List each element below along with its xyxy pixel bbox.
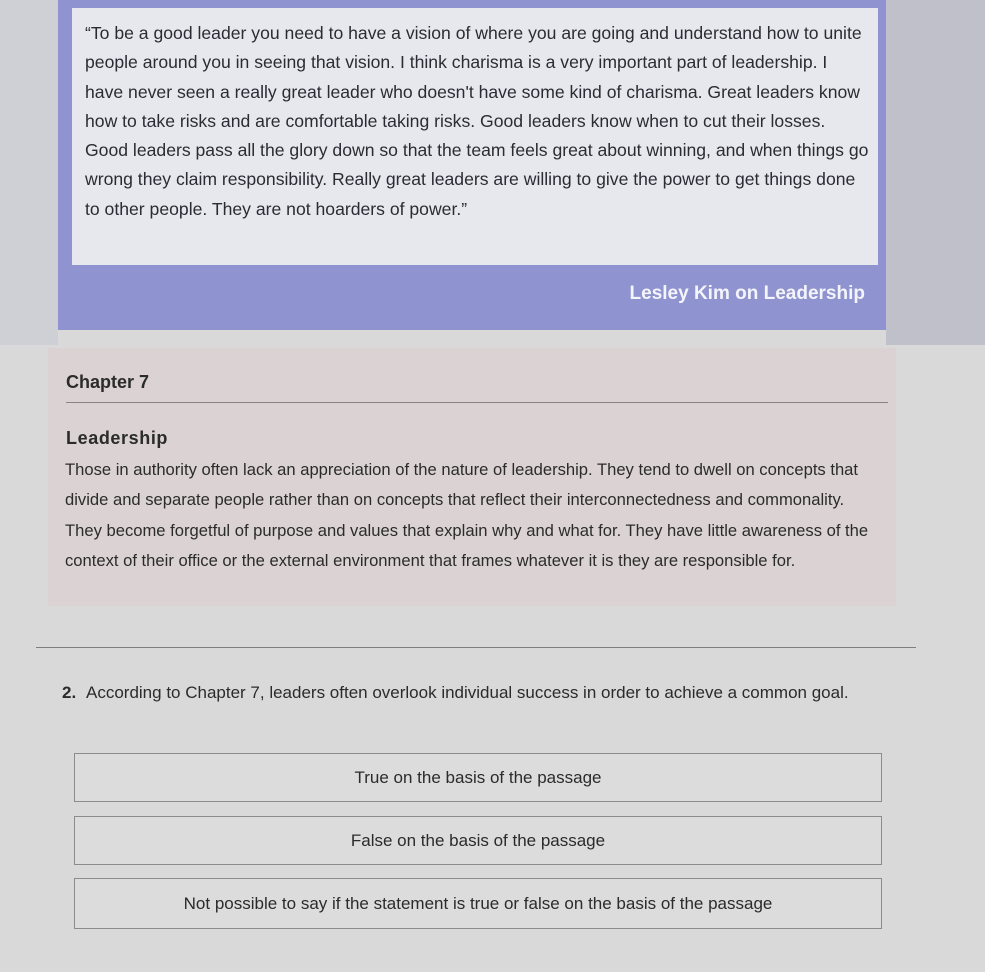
question <box>62 678 862 708</box>
chapter-title: Chapter 7 <box>66 372 150 392</box>
answer-option-label: False on the basis of the passage <box>350 830 606 850</box>
left-gutter <box>0 0 58 345</box>
section-heading: Leadership <box>66 428 169 448</box>
right-gutter <box>886 0 985 345</box>
question-number: 2. <box>62 683 77 702</box>
answer-option-false[interactable] <box>74 816 882 865</box>
answer-option-label: Not possible to say if the statement is true or false on the basis of the passage <box>183 893 773 913</box>
section-divider <box>36 647 916 648</box>
chapter-rule <box>66 402 888 403</box>
answer-option-cannot-say[interactable] <box>74 878 882 929</box>
quote-text: “To be a good leader you need to have a vision of where you are going and understand how to unite people around you in seeing that vision. I think charisma is a very important part of leadership. I have never seen a really great leader who doesn't have some kind of charisma. Great leaders know how to take risks and are comfortable taking risks. Good leaders know when to cut their losses. Good leaders pass all the glory down so that the team feels great about winning, and when things go wrong they claim responsibility. Really great leaders are willing to give the power to get things done to other people. They are not hoarders of power.” <box>85 23 869 219</box>
passage-text: Those in authority often lack an appreciation of the nature of leadership. They tend to dwell on concepts that divide and separate people rather than on concepts that reflect their interconnectedness and commonality. They become forgetful of purpose and values that explain why and what for. They have little awareness of the context of their office or the external environment that frames whatever it is they are responsible for. <box>65 460 869 570</box>
answer-option-label: True on the basis of the passage <box>354 767 602 787</box>
quote-attribution: Lesley Kim on Leadership <box>629 283 865 304</box>
question-text: According to Chapter 7, leaders often overlook individual success in order to achieve a common goal. <box>86 683 849 702</box>
answer-option-true[interactable] <box>74 753 882 802</box>
